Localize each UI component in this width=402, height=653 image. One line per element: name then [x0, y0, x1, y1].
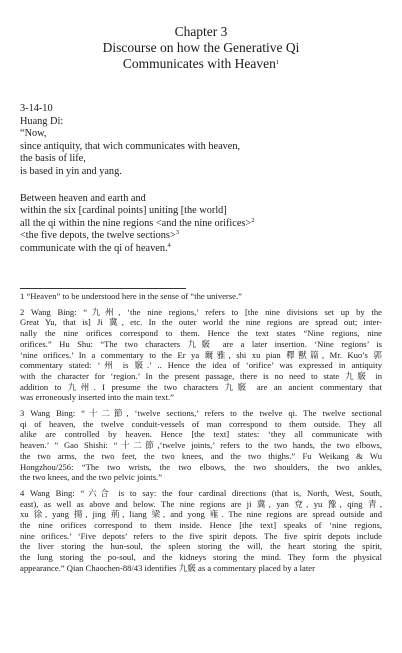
verse-line: within the six [cardinal points] uniting [the world]: [20, 205, 227, 217]
footnote-line: 2 Wang Bing: “九州, ‘the nine regions,’ refers to [the nine divisions set up by the: [20, 306, 382, 317]
footnote-line: was erroneously inserted into the main text.”: [20, 392, 174, 403]
footnote-line: Great Yu, that is] Ji 冀, etc. In the outer world the nine regions are spread out; inter-: [20, 317, 382, 328]
footnote-ref-1[interactable]: 1: [275, 59, 280, 66]
footnote-line: the two knees, and the two pelvic joints.”: [20, 472, 163, 483]
footnote-line: 3 Wang Bing: “十二節, ‘twelve sections,’ refers to the twelve qi. The twelve sectional: [20, 408, 382, 419]
footnote-line: addition to 九州. I presume the two characters 九竅 are an ancient commentary that: [20, 381, 382, 392]
footnote-line: 4 Wang Bing: “六合 is to say: the four cardinal directions (that is, North, West, South,: [20, 487, 382, 498]
footnote-line: commentary stated: ‘州 is 竅.’ .. Hence the idea of ‘orifice’ was expressed in antiquity: [20, 360, 382, 371]
footnote-line: Hongzhou/256: “The two wrists, the two elbows, the two shoulders, the two ankles,: [20, 461, 382, 472]
footnote-line: ‘nine orifices.’ In a commentary to the Er ya 爾雅, shi xu pian 釋獸篇, Mr. Kuo’s 郭: [20, 349, 382, 360]
verse-line: the basis of life,: [20, 153, 86, 165]
speaker: Huang Di:: [20, 115, 64, 127]
footnote-line: east), as well as above and below. The nine regions are ji 冀, yan 兗, yu 豫, qing 青,: [20, 498, 382, 509]
footnote-3: [20, 408, 382, 483]
verse-line: is based in yin and yang.: [20, 165, 122, 177]
footnote-line: 1 “Heaven” to be understood here in the sense of “the universe.”: [20, 291, 242, 301]
footnote-ref-3[interactable]: 3: [175, 229, 179, 237]
verse-text: all the qi within the nine regions <and the nine orifices>: [20, 217, 252, 229]
footnote-line: xu 徐, yang 揚, jing 荊, liang 梁, and yong 雍. The nine regions are spread outside and: [20, 509, 382, 520]
verse-line: [20, 218, 380, 231]
stanza-break: [20, 179, 380, 193]
footnote-line: orifices.” Hu Shu: “The two characters 九竅 are a later insertion. ‘Nine regions’ is: [20, 338, 382, 349]
footnote-line: nally the nine orifices correspond to them. Hence the text states “Nine regions, nine: [20, 328, 382, 339]
footnote-4: [20, 488, 382, 574]
verse-line: [20, 243, 380, 256]
footnote-line: with the character for ‘region.’ In the present passage, there is no need to state 九竅 in: [20, 370, 382, 381]
footnote-line: the lung storing the po-soul, and the kidneys storing the mind. They form the physical: [20, 552, 382, 563]
footnote-ref-2[interactable]: 2: [251, 216, 255, 224]
quote-opening: “Now,: [20, 128, 47, 140]
footnote-line: alike are controlled by heaven. Hence [the text] states: ‘they all communicate with: [20, 429, 382, 440]
verse-line: Between heaven and earth and: [20, 192, 146, 204]
passage-reference: 3-14-10: [20, 103, 53, 114]
footnote-ref-4[interactable]: 4: [167, 241, 171, 249]
main-text: [20, 103, 380, 256]
footnote-2: [20, 307, 382, 403]
footnote-1: [20, 291, 382, 302]
verse-line: since antiquity, that wich communicates with heaven,: [20, 140, 241, 152]
footnote-line: appearance.” Qian Chaochen-88/43 identifies 九竅 as a commentary placed by a later: [20, 562, 315, 573]
verse-line: [20, 230, 380, 243]
footnote-line: heaven.’ ” Gao Shishi: “十二節,‘twelve joints,’ refers to the two hands, the two elbows,: [20, 440, 382, 451]
chapter-title-line-1: Discourse on how the Generative Qi: [102, 40, 300, 55]
chapter-number: Chapter 3: [174, 24, 228, 39]
footnote-separator: [20, 288, 186, 289]
chapter-title-text: Communicates with Heaven: [122, 56, 276, 71]
verse-text: communicate with the qi of heaven.: [20, 242, 168, 254]
footnote-line: the liver storing the hun-soul, the spleen storing the will, the heart storing the spirit,: [20, 541, 382, 552]
chapter-title-line-2: [0, 56, 402, 72]
footnote-line: the two arms, the two feet, the two knees, and the two thighs.” Fu Weikang & Wu: [20, 450, 382, 461]
verse-text: <the five depots, the twelve sections>: [20, 230, 176, 242]
footnote-line: the nine orifices correspond to them inside. Hence [the text] speaks of ‘nine regions,: [20, 520, 382, 531]
footnote-line: nine orifices.’ ‘Five depots’ refers to the five spirit depots. The five spirit depots include: [20, 530, 382, 541]
footnotes: [20, 291, 382, 579]
chapter-header: [0, 24, 402, 72]
footnote-line: qi of heaven, the twelve conduit-vessels of man correspond to them outside. They all: [20, 418, 382, 429]
